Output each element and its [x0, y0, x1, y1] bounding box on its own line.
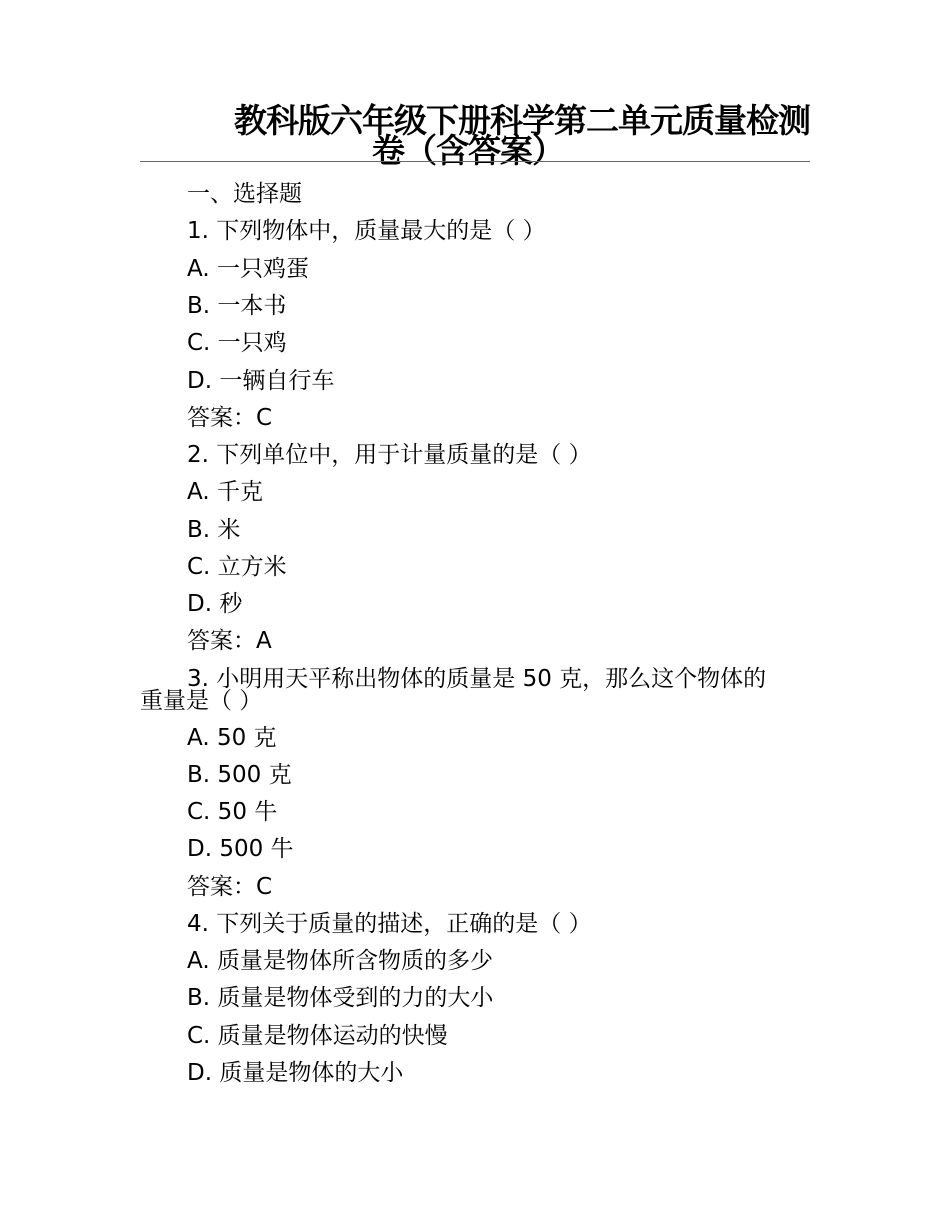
- question-2-option-a: A. 千克: [187, 479, 263, 505]
- question-4-option-b: B. 质量是物体受到的力的大小: [187, 985, 494, 1011]
- question-2-stem: 2. 下列单位中，用于计量质量的是（ ）: [187, 442, 592, 468]
- question-1-answer: 答案：C: [187, 405, 273, 431]
- question-3-option-d: D. 500 牛: [187, 836, 294, 862]
- question-3-option-b: B. 500 克: [187, 762, 292, 788]
- question-2-answer: 答案：A: [187, 628, 272, 654]
- question-3-stem: 3. 小明用天平称出物体的质量是 50 克，那么这个物体的: [187, 666, 767, 692]
- title-underline: [140, 161, 810, 162]
- document-title-continuation: 卷（含答案）: [372, 131, 564, 170]
- section-heading: 一、选择题: [187, 181, 302, 207]
- question-1-option-a: A. 一只鸡蛋: [187, 256, 309, 282]
- question-3-stem-continuation: 重量是（ ）: [140, 688, 263, 714]
- question-2-option-d: D. 秒: [187, 591, 243, 617]
- question-1-option-d: D. 一辆自行车: [187, 368, 335, 394]
- question-4-stem: 4. 下列关于质量的描述，正确的是（ ）: [187, 911, 592, 937]
- question-1-stem: 1. 下列物体中，质量最大的是（ ）: [187, 218, 546, 244]
- question-2-option-b: B. 米: [187, 517, 241, 543]
- question-4-option-c: C. 质量是物体运动的快慢: [187, 1023, 448, 1049]
- question-2-option-c: C. 立方米: [187, 554, 287, 580]
- document-title: 教科版六年级下册科学第二单元质量检测: [234, 101, 810, 140]
- question-1-option-b: B. 一本书: [187, 293, 287, 319]
- question-3-option-a: A. 50 克: [187, 725, 277, 751]
- question-1-option-c: C. 一只鸡: [187, 330, 287, 356]
- question-4-option-d: D. 质量是物体的大小: [187, 1060, 404, 1086]
- question-3-answer: 答案：C: [187, 874, 273, 900]
- question-3-option-c: C. 50 牛: [187, 799, 278, 825]
- question-4-option-a: A. 质量是物体所含物质的多少: [187, 948, 493, 974]
